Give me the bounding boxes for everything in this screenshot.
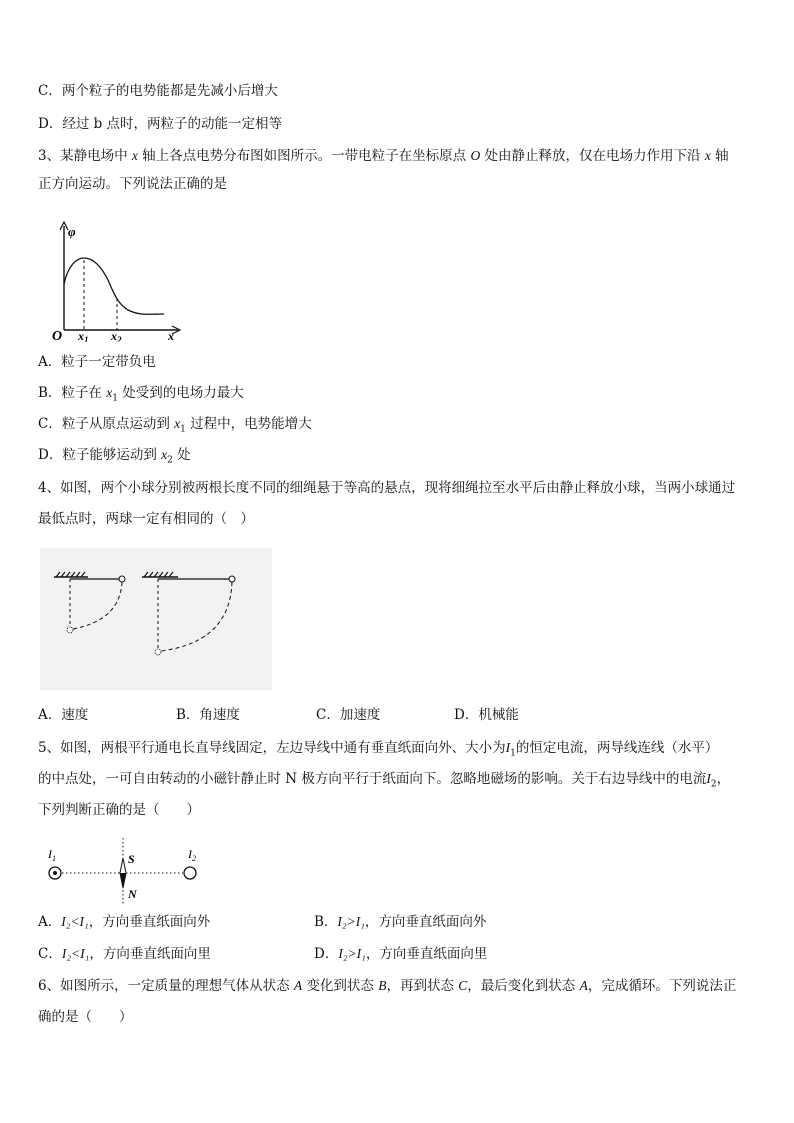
q3-option-a: A．粒子一定带负电 [38,354,156,370]
q5-stem-line3: 下列判断正确的是（ ） [38,802,200,818]
q5-option-d: D．I₂>I₁，方向垂直纸面向里 [314,946,488,962]
q3-phi-label: φ [68,224,76,239]
q4-stem-line2: 最低点时，两球一定有相同的（ ） [38,511,254,527]
q3-xaxis-label: x [168,329,174,342]
q3-potential-curve [64,258,164,314]
q5-label-n: N [128,887,137,901]
q4-option-a: A．速度 [38,707,89,723]
q6-stem-line2: 确的是（ ） [38,1009,133,1025]
q3-origin-label: O [52,329,63,342]
q3-option-c: C．粒子从原点运动到 $x_1$ 过程中，电势能增大 [38,416,312,435]
q5-needle-north [120,873,126,888]
q3-option-b: B．粒子在 $x_1$ 处受到的电场力最大 [38,385,244,404]
q5-label-i2: $I_2$ [188,847,196,863]
q4-option-d: D．机械能 [454,707,519,723]
q3-option-d: D．粒子能够运动到 $x_2$ 处 [38,447,191,466]
q5-left-wire-dot [53,871,57,875]
q6-stem-line1: 6、如图所示，一定质量的理想气体从状态 A 变化到状态 B，再到状态 C，最后变化到状态 A，完成循环。下列说法正 [38,978,737,994]
q5-option-a: A．I₂<I₁，方向垂直纸面向外 [38,914,211,930]
q3-potential-graph [44,218,194,342]
q5-stem-line2: 的中点处，一可自由转动的小磁针静止时 N 极方向平行于纸面向下。忽略地磁场的影响。关于右边导线中的电流$I_2$， [38,771,731,790]
q3-stem-line2: 正方向运动。下列说法正确的是 [38,176,227,192]
q4-option-b: B．角速度 [176,707,240,723]
q2-option-d: D．经过 b 点时，两粒子的动能一定相等 [38,116,283,132]
q5-right-wire [184,867,196,879]
q5-stem-line1: 5、如图，两根平行通电长直导线固定，左边导线中通有垂直纸面向外、大小为$I_1$的恒定电流，两导线连线（水平） [38,740,719,759]
q2-option-c: C．两个粒子的电势能都是先减小后增大 [38,83,278,99]
q5-option-b: B．I₂>I₁，方向垂直纸面向外 [314,914,487,930]
q4-pendulum-figure [40,548,272,690]
q4-right-ball [229,576,235,582]
q5-wire-figure [40,836,210,906]
q4-left-ball-bottom [67,627,73,633]
q4-left-ball [119,576,125,582]
q3-stem-line1: 3、某静电场中 x 轴上各点电势分布图如图所示。一带电粒子在坐标原点 O 处由静止释放，仅在电场力作用下沿 x 轴 [38,148,729,164]
q5-label-s: S [128,852,135,866]
q5-option-c: C．I₂<I₁，方向垂直纸面向里 [38,946,211,962]
q4-option-c: C．加速度 [316,707,381,723]
q3-x1-label: $x_1$ [78,329,89,342]
q4-stem-line1: 4、如图，两个小球分别被两根长度不同的细绳悬于等高的悬点，现将细绳拉至水平后由静止释放小球，当两小球通过 [38,480,736,496]
q3-x2-label: $x_2$ [111,329,122,342]
q4-right-ball-bottom [155,649,161,655]
q5-label-i1: $I_1$ [48,847,56,863]
